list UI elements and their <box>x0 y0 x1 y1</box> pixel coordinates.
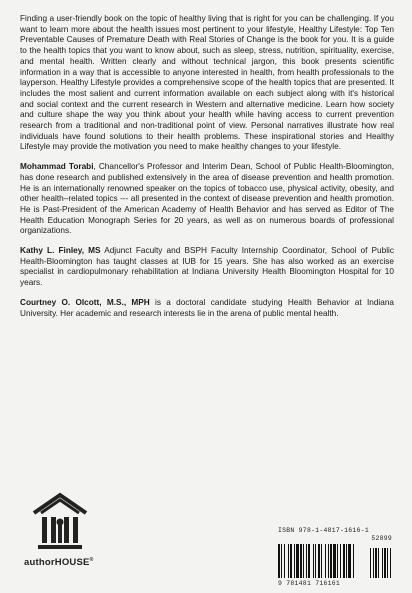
barcode-bar <box>313 544 314 578</box>
price-code: 52899 <box>371 535 392 542</box>
barcode-addon-bar <box>378 548 379 578</box>
barcode-bar <box>303 544 304 578</box>
author-name: Kathy L. Finley, MS <box>20 246 101 256</box>
barcode-digits: 9 781481 716161 <box>278 580 341 587</box>
cover-footer <box>0 475 412 593</box>
barcode-bar <box>328 544 329 578</box>
author-bio-olcott <box>20 298 394 319</box>
barcode-bar <box>288 544 289 578</box>
barcode-bar <box>281 544 282 578</box>
barcode-bar <box>284 544 285 578</box>
authorhouse-logo-icon <box>30 487 90 553</box>
back-cover-text <box>20 14 394 328</box>
barcode-addon-bar <box>390 548 391 578</box>
barcode-bar <box>278 544 280 578</box>
barcode-bar <box>340 544 341 578</box>
barcode-bar <box>337 544 338 578</box>
barcode-bar <box>343 544 345 578</box>
author-name: Mohammad Torabi <box>20 162 94 172</box>
author-bio-finley <box>20 246 394 289</box>
barcode-addon-bar <box>375 548 377 578</box>
barcode-addon-bar <box>387 548 388 578</box>
author-name: Courtney O. Olcott, M.S., MPH <box>20 297 150 307</box>
author-bio-torabi <box>20 162 394 237</box>
barcode-bar <box>306 544 307 578</box>
barcode-bar <box>308 544 310 578</box>
barcode-bar <box>325 544 326 578</box>
barcode-bar <box>333 544 336 578</box>
barcode-addon-bar <box>373 548 374 578</box>
barcode-bar <box>321 544 322 578</box>
barcode-bar <box>346 544 347 578</box>
book-description: Finding a user-friendly book on the topic of healthy living that is right for you can be challenging. If you want to learn more about the health issues most pertinent to your lifestyle, Healthy Lifestyle: Top Ten Preventable Causes of Premature Death with Real Stories of Change is the book for you. It is a guide to the health topics that you want to know about, such as sleep, stress, nutrition, spirituality, exercise, and mental health. Written clearly and without technical jargon, this book presents scientific information in a way that is accessible to anyone interested in health, from health professionals to the layperson. Healthy Lifestyle provides a comprehensive scope of the health topics that are presented. It includes the most salient and current information available on each subject along with it's historical and social context and the current research in Western and alternative medicine. Learn how society and culture shape the way you think about your health while having access to current prevention research from a traditional and non-traditional point of view. Personal narratives illustrate how real individuals have found solutions to their health problems. These inspirational stories and Healthy Lifestyle may provide the motivation you need to make healthy changes to your lifestyle. <box>20 14 394 152</box>
barcode-bar <box>296 544 299 578</box>
barcode-bar <box>290 544 292 578</box>
barcode-bar <box>353 544 354 578</box>
barcode-bars <box>276 544 394 580</box>
author-bio-text: , Chancellor's Professor and Interim Dean, School of Public Health-Bloomington, has done research and published extensively in the area of disease prevention and health promotion. He is an internationally renowned speaker on the topics of tobacco use, physical activity, obesity, and other health–related topics --- all presented in the context of disease prevention and health promotion. He is Past-President of the American Academy of Health Behavior and has served as Editor of The Health Education Monograph Series for 20 years, as well as on numerous boards of professional organizations. <box>20 162 395 236</box>
barcode-addon-bar <box>382 548 383 578</box>
barcode-addon-bar <box>384 548 386 578</box>
publisher-logo <box>24 487 96 553</box>
barcode-bar <box>315 544 316 578</box>
barcode-bar <box>330 544 332 578</box>
barcode-bar <box>300 544 302 578</box>
isbn-label: ISBN 978-1-4817-1616-1 <box>278 527 369 534</box>
isbn-barcode <box>276 527 394 589</box>
author-bio-text: is a doctoral candidate studying Health Behavior at Indiana University. Her academic and research interests lie in the arena of public mental health. <box>20 297 395 318</box>
barcode-bar <box>294 544 295 578</box>
barcode-addon-bar <box>370 548 371 578</box>
publisher-name: authorHOUSE® <box>24 557 94 569</box>
barcode-bar <box>348 544 351 578</box>
barcode-bar <box>318 544 320 578</box>
author-bio-text: Adjunct Faculty and BSPH Faculty Internship Coordinator, School of Public Health-Bloomington has taught classes at IUB for 15 years. She has also worked as an exercise specialist in cardiopulmonary rehabilitation at Indiana University Health Bloomington Hospital for 10 years. <box>20 246 394 288</box>
